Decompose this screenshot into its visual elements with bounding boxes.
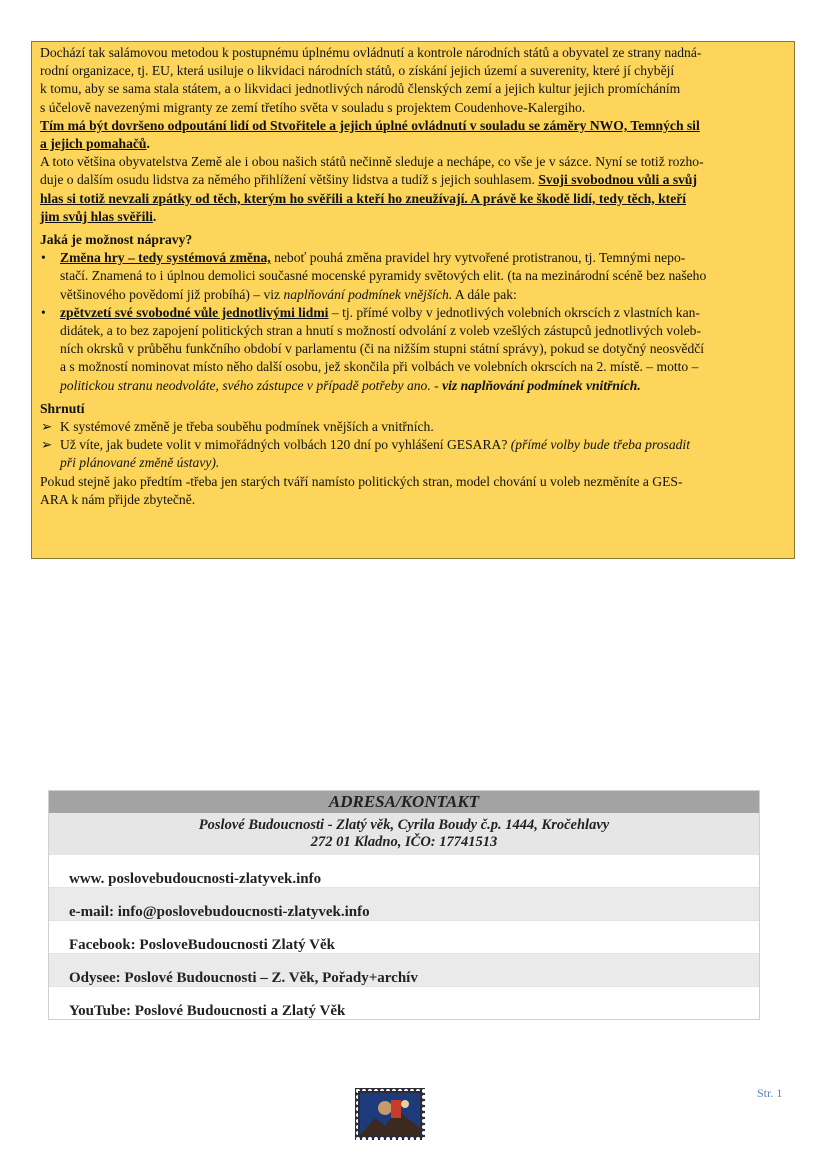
summary-item-1: ➢ K systémové změně je třeba souběhu podmínek vnějších a vnitřních. xyxy=(40,418,786,436)
p2-line-2: duje o dalším osudu lidstva za němého přihlížení většiny lidstva a tudíž s jejich souhlasem. Svoji svobodnou vůli a svůj xyxy=(40,172,697,188)
final-line-1: Pokud stejně jako předtím -třeba jen starých tváří namísto politických stran, model chování u voleb nezměníte a GES- xyxy=(40,473,683,489)
postage-stamp-image xyxy=(355,1088,425,1140)
contact-facebook[interactable]: Facebook: PosloveBudoucnosti Zlatý Věk xyxy=(49,920,759,953)
p1-line-2: rodní organizace, tj. EU, která usiluje o likvidaci národních států, o získání jejich území a suverenity, které jí chybějí xyxy=(40,63,675,79)
p2-line-4: jim svůj hlas svěřili. xyxy=(40,208,157,224)
contact-title: ADRESA/KONTAKT xyxy=(49,791,759,813)
question-heading: Jaká je možnost nápravy? xyxy=(40,232,193,248)
bullet-item-1: • Změna hry – tedy systémová změna, neboť pouhá změna pravidel hry vytvořené protistranou, tj. Temnými nepo- stačí. Znamená to i úplnou demolici současné mocenské pyramidy světových elit. (ta na mezinárodní scéně bez našeho většinového povědomí již probíhá) – viz naplňování podmínek vnějších. A dále pak: xyxy=(41,250,707,302)
bullet-item-2: • zpětvzetí své svobodné vůle jednotlivými lidmi – tj. přímé volby v jednotlivých volebních okrscích z vlastních kan- didátek, a to bez zapojení politických stran a hnutí s možností odvolání z voleb vzešlých zástupců jednotlivých voleb- ních okrsků v průběhu funkčního období v parlamentu (či na nižším stupni státní správy), pokud se dotyčný neosvědčí a s možností nominovat místo něho další osobu, jež skončila při volbách ve volebních okrscích na 2. místě. – motto – politickou stranu neodvoláte, svého zástupce v případě potřeby ano. - viz naplňování podmínek vnitřních. xyxy=(41,304,705,393)
p1-bold-line-1: Tím má být dovršeno odpoutání lidí od Stvořitele a jejich úplné ovládnutí v souladu se záměry NWO, Temných sil xyxy=(40,117,700,133)
contact-email[interactable]: e-mail: info@poslovebudoucnosti-zlatyvek.info xyxy=(49,887,759,920)
bullet-dot-icon: • xyxy=(41,250,46,266)
summary-heading: Shrnutí xyxy=(40,400,85,416)
contact-table xyxy=(48,790,760,1020)
arrow-bullet-icon: ➢ xyxy=(41,437,53,453)
summary-item-2: ➢ Už víte, jak budete volit v mimořádných volbách 120 dní po vyhlášení GESARA? (přímé volby bude třeba prosadit při plánované změně ústavy). xyxy=(41,437,690,471)
page-number: Str. 1 xyxy=(757,1086,783,1100)
contact-address: Poslové Budoucnosti - Zlatý věk, Cyrila Boudy č.p. 1444, Kročehlavy 272 01 Kladno, IČO: 17741513 xyxy=(49,813,759,854)
p1-line-4: s účelově navezenými migranty ze zemí třetího světa v souladu s projektem Coudenhove-Kalergiho. xyxy=(40,99,586,115)
final-line-2: ARA k nám přijde zbytečně. xyxy=(40,491,196,507)
arrow-bullet-icon: ➢ xyxy=(41,419,53,435)
contact-youtube[interactable]: YouTube: Poslové Budoucnosti a Zlatý Věk xyxy=(49,986,759,1019)
contact-odysee[interactable]: Odysee: Poslové Budoucnosti – Z. Věk, Pořady+archív xyxy=(49,953,759,986)
p2-line-1: A toto většina obyvatelstva Země ale i obou našich států nečinně sleduje a nechápe, co vše je v sázce. Nyní se totiž rozho- xyxy=(40,154,704,170)
yellow-text-box xyxy=(31,41,795,559)
p1-bold-line-2: a jejich pomahačů. xyxy=(40,136,150,152)
bullet-dot-icon: • xyxy=(41,304,46,320)
p1-line-3: k tomu, aby se sama stala státem, a o likvidaci jednotlivých národů členských zemí a jejich kultur jejich promícháním xyxy=(40,81,681,97)
contact-website[interactable]: www. poslovebudoucnosti-zlatyvek.info xyxy=(49,854,759,887)
p2-line-3: hlas si totiž nevzali zpátky od těch, kterým ho svěřili a kteří ho zneužívají. A právě ke škodě lidí, tedy těch, kteří xyxy=(40,190,687,206)
p1-line-1: Dochází tak salámovou metodou k postupnému úplnému ovládnutí a kontrole národních států a obyvatel ze strany nadná- xyxy=(40,45,702,60)
